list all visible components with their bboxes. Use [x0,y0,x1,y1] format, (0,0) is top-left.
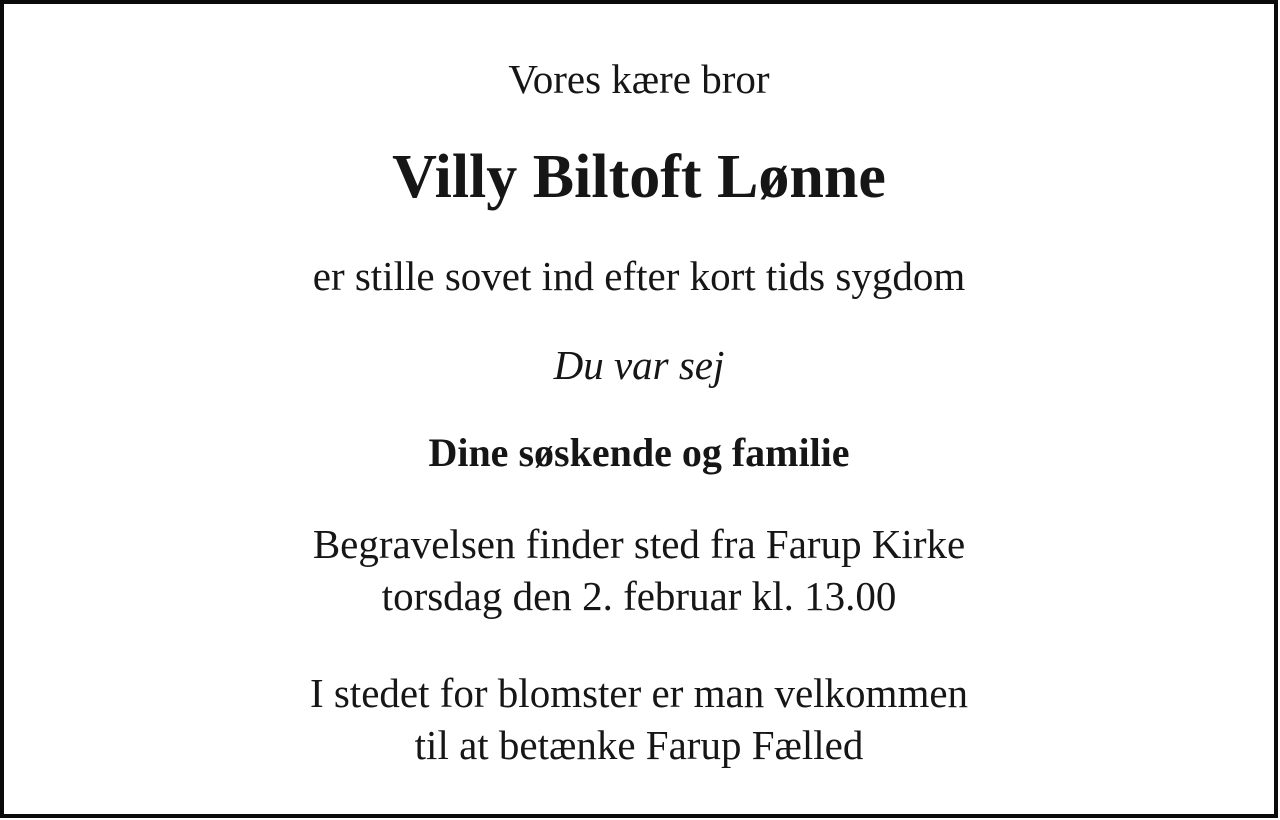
flowers-note-line2: til at betænke Farup Fælled [414,722,864,769]
deceased-name: Villy Biltoft Lønne [392,143,886,212]
funeral-details-line2: torsdag den 2. februar kl. 13.00 [381,573,897,620]
funeral-details [313,518,965,623]
relation-intro: Vores kære bror [508,56,770,102]
passing-text: er stille sovet ind efter kort tids sygdom [312,253,966,300]
flowers-note [310,667,968,772]
flowers-note-line1: I stedet for blomster er man velkommen [309,669,969,716]
funeral-details-line1: Begravelsen finder sted fra Farup Kirke [312,520,966,567]
motto-text: Du var sej [553,342,725,389]
signature-text: Dine søskende og familie [428,429,850,475]
